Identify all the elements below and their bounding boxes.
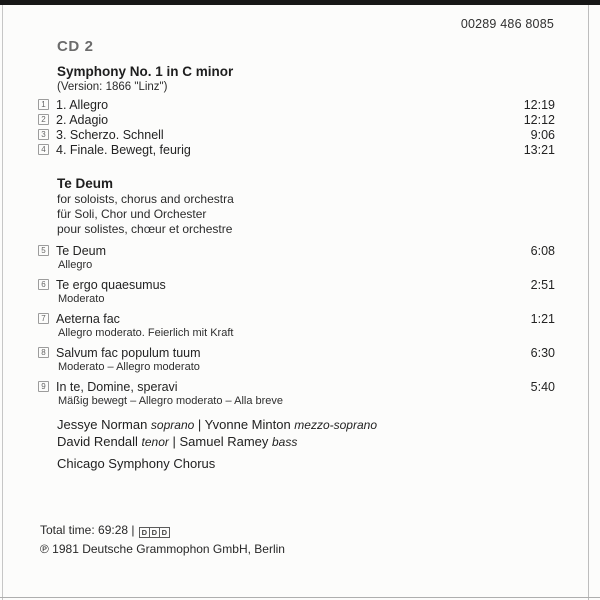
performer-name: Samuel Ramey [179, 433, 272, 449]
track-number-badge: 2 [38, 114, 49, 125]
work-title: Symphony No. 1 in C minor [57, 64, 234, 79]
track-row [38, 97, 555, 112]
track-time: 12:19 [523, 97, 555, 112]
scan-edge-left [2, 5, 3, 600]
voice-type: mezzo-soprano [294, 418, 378, 432]
track-subtitle: Moderato [58, 293, 105, 305]
work-title: Te Deum [57, 176, 114, 191]
content-area [38, 38, 555, 472]
track-group [38, 277, 555, 306]
total-time-line [40, 523, 285, 539]
track-row [38, 345, 555, 360]
track-subtitle: Allegro moderato. Feierlich mit Kraft [58, 327, 234, 339]
track-row [38, 379, 555, 394]
track-group [38, 97, 555, 112]
track-group [38, 311, 555, 340]
track-number-badge: 5 [38, 245, 49, 256]
voice-type: tenor [141, 434, 169, 449]
track-group [38, 345, 555, 374]
track-subtitle: Mäßig bewegt – Allegro moderato – Alla breve [58, 395, 284, 407]
work-section [38, 64, 555, 157]
performer-line [57, 417, 555, 434]
chorus-name: Chicago Symphony Chorus [57, 456, 216, 471]
work-description [57, 192, 555, 237]
track-title: Te ergo quaesumus [56, 277, 166, 292]
track-list [38, 97, 555, 157]
track-time: 9:06 [530, 127, 555, 142]
performer-name: | [194, 417, 205, 432]
work-description-line: for soloists, chorus and orchestra [57, 192, 234, 206]
track-title: 2. Adagio [56, 112, 109, 127]
track-row [38, 112, 555, 127]
track-time: 1:21 [530, 311, 555, 326]
track-number-badge: 1 [38, 99, 49, 110]
catalog-number: 00289 486 8085 [460, 17, 554, 31]
track-row [38, 311, 555, 326]
copyright-notice: ℗ 1981 Deutsche Grammophon GmbH, Berlin [40, 542, 285, 556]
track-title: Aeterna fac [56, 311, 120, 326]
track-title: 1. Allegro [56, 97, 109, 112]
scan-edge-top [0, 0, 600, 5]
voice-type: soprano [150, 418, 195, 432]
track-subtitle: Moderato – Allegro moderato [58, 361, 200, 373]
spars-letter: D [149, 527, 160, 538]
track-time: 2:51 [530, 277, 555, 292]
works [38, 64, 555, 408]
track-group [38, 243, 555, 272]
footer-separator: | [131, 523, 135, 537]
track-row [38, 127, 555, 142]
track-row [38, 277, 555, 292]
track-number-badge: 4 [38, 144, 49, 155]
track-title: Te Deum [56, 243, 107, 258]
track-group [38, 379, 555, 408]
work-description-line: für Soli, Chor und Orchester [57, 207, 207, 221]
disc-label: CD 2 [57, 38, 94, 55]
track-row [38, 142, 555, 157]
performers-block [57, 417, 555, 472]
track-time: 12:12 [523, 112, 555, 127]
track-time: 13:21 [523, 142, 555, 157]
scan-edge-bottom [0, 597, 600, 598]
track-group [38, 127, 555, 142]
track-title: 4. Finale. Bewegt, feurig [56, 142, 191, 157]
track-number-badge: 6 [38, 279, 49, 290]
track-number-badge: 7 [38, 313, 49, 324]
total-time: Total time: 69:28 [40, 523, 129, 537]
work-subtitle: (Version: 1866 "Linz") [57, 81, 168, 93]
track-subtitle: Allegro [58, 259, 93, 271]
performer-line [57, 434, 555, 451]
spars-letter: D [159, 527, 170, 538]
performer-name: Jessye Norman [57, 417, 151, 432]
performer-name: | [168, 433, 180, 449]
performer-name: David Rendall [57, 433, 142, 449]
work-section [38, 176, 555, 408]
track-title: In te, Domine, speravi [56, 379, 178, 394]
track-time: 6:08 [530, 243, 555, 258]
performer-lines [57, 417, 555, 450]
footer [40, 523, 285, 557]
track-title: 3. Scherzo. Schnell [56, 127, 164, 142]
performer-name: Yvonne Minton [204, 417, 295, 432]
work-description-line: pour solistes, chœur et orchestre [57, 222, 233, 236]
track-group [38, 142, 555, 157]
spars-letter: D [139, 527, 150, 538]
track-time: 5:40 [530, 379, 555, 394]
scan-edge-right [588, 5, 589, 600]
track-group [38, 112, 555, 127]
track-number-badge: 9 [38, 381, 49, 392]
track-number-badge: 8 [38, 347, 49, 358]
track-row [38, 243, 555, 258]
track-time: 6:30 [530, 345, 555, 360]
track-list [38, 243, 555, 408]
track-title: Salvum fac populum tuum [56, 345, 201, 360]
voice-type: bass [272, 434, 298, 449]
track-number-badge: 3 [38, 129, 49, 140]
spars-code [140, 524, 170, 539]
